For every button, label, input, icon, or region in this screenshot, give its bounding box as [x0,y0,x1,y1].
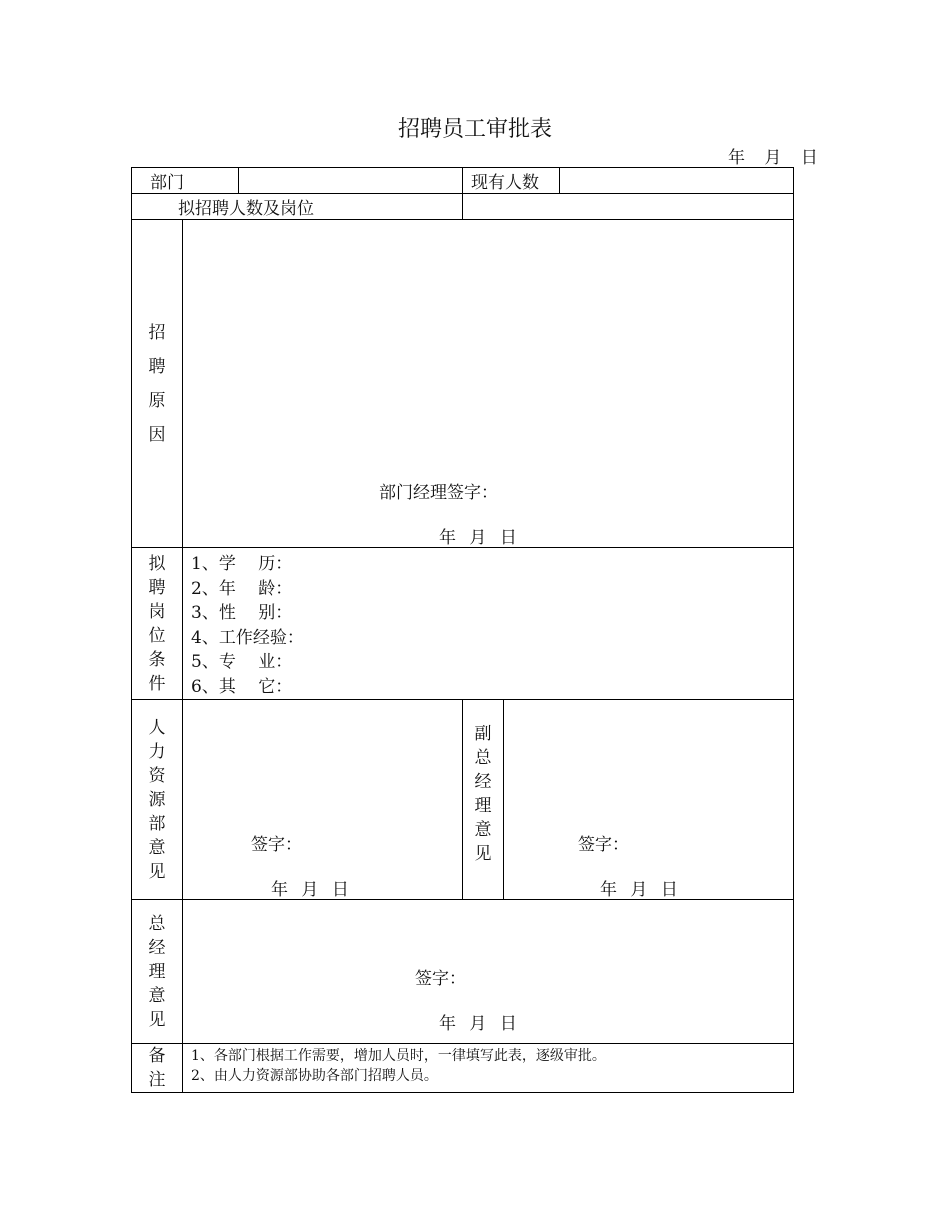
gm-label-char: 见 [148,1009,166,1030]
hr-label-char: 源 [148,789,166,810]
gm-label-char: 经 [148,937,166,958]
vp-label-char: 意 [474,820,492,840]
conditions-field[interactable] [183,548,794,700]
gm-label-char: 总 [148,913,166,934]
conditions-label-char: 位 [148,625,166,646]
hr-label-char: 资 [148,765,166,786]
conditions-label-char: 聘 [148,577,166,598]
plan-field[interactable] [463,194,794,220]
headcount-label: 现有人数 [463,168,560,194]
date-year: 年 [439,1014,456,1034]
gm-label-char: 意 [148,985,166,1006]
condition-education: 1、学 历： [191,554,293,574]
vp-label-char: 总 [474,748,492,768]
condition-major: 5、专 业： [191,652,293,672]
approval-form-table [131,167,794,1093]
vp-opinion-field[interactable] [504,700,794,900]
date-day: 日 [800,148,818,168]
date-year: 年 [600,880,617,900]
condition-gender: 3、性 别： [191,603,293,623]
reason-label-char: 原 [148,390,166,411]
hr-label-char: 力 [148,741,166,762]
form-date [728,143,818,168]
vp-label-char: 副 [474,724,492,744]
vp-opinion-label [463,700,504,900]
gm-opinion-label [132,900,183,1044]
date-year: 年 [728,148,745,168]
gm-signature-label: 签字： [415,969,466,989]
hr-label-char: 意 [148,837,166,858]
date-month: 月 [469,528,487,548]
manager-signature-label: 部门经理签字： [379,483,498,503]
remarks-label-char: 备 [148,1046,166,1066]
conditions-label [132,548,183,700]
conditions-label-char: 条 [148,649,166,670]
date-day: 日 [499,1014,517,1034]
date-month: 月 [630,880,648,900]
hr-opinion-field[interactable] [183,700,463,900]
remark-line: 1、各部门根据工作需要，增加人员时，一律填写此表，逐级审批。 [191,1048,606,1064]
vp-label-char: 理 [474,796,492,816]
date-day: 日 [499,528,517,548]
reason-date [439,523,517,548]
remarks-label-char: 注 [148,1070,166,1090]
headcount-field[interactable] [560,168,794,194]
conditions-label-char: 件 [148,673,166,694]
vp-signature-label: 签字： [578,835,629,855]
date-day: 日 [331,880,349,900]
remarks-label [132,1044,183,1093]
reason-field[interactable] [183,220,794,548]
date-day: 日 [660,880,678,900]
gm-label-char: 理 [148,961,166,982]
hr-label-char: 人 [148,717,166,738]
hr-date [271,875,349,900]
reason-label-char: 招 [148,322,166,343]
department-field[interactable] [239,168,463,194]
reason-label [132,220,183,548]
hr-signature-label: 签字： [251,835,302,855]
gm-opinion-field[interactable] [183,900,794,1044]
plan-label: 拟招聘人数及岗位 [132,194,463,220]
reason-label-char: 因 [148,424,166,445]
hr-opinion-label [132,700,183,900]
date-month: 月 [764,148,782,168]
condition-age: 2、年 龄： [191,578,293,599]
vp-label-char: 经 [474,772,492,792]
form-title: 招聘员工审批表 [397,117,552,142]
date-month: 月 [469,1014,487,1034]
conditions-label-char: 岗 [148,601,166,622]
reason-label-char: 聘 [148,356,166,377]
hr-label-char: 见 [148,861,166,882]
remark-line: 2、由人力资源部协助各部门招聘人员。 [191,1068,438,1084]
condition-other: 6、其 它： [191,676,293,697]
date-year: 年 [439,528,456,548]
conditions-label-char: 拟 [148,553,166,574]
vp-date [600,875,678,900]
department-label: 部门 [132,168,239,194]
condition-experience: 4、工作经验： [191,627,304,648]
date-month: 月 [301,880,319,900]
gm-date [439,1009,517,1034]
remarks-field [183,1044,794,1093]
date-year: 年 [271,880,288,900]
vp-label-char: 见 [474,844,492,864]
hr-label-char: 部 [148,813,166,834]
